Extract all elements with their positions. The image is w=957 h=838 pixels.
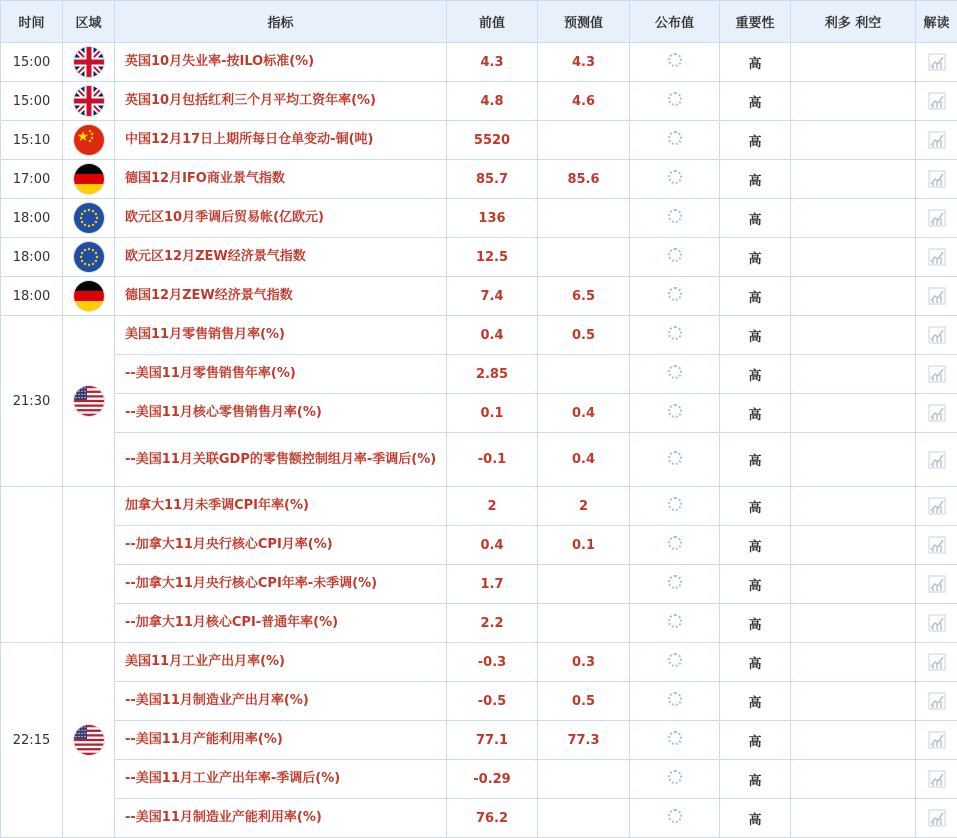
actual-value [630,433,720,487]
actual-value [630,526,720,565]
loading-spinner-icon [668,53,682,67]
impact-cell [791,160,916,199]
time-cell: 15:00 [1,82,63,121]
loading-spinner-icon [668,451,682,465]
germany-flag-icon [74,281,104,311]
analysis-cell [916,394,957,433]
line-chart-icon[interactable] [928,365,946,383]
actual-value [630,82,720,121]
table-row [1,526,957,565]
actual-value [630,721,720,760]
indicator-link[interactable]: 德国12月ZEW经济景气指数 [115,277,447,316]
header-region: 区域 [63,1,115,43]
importance-value: 高 [720,199,791,238]
forecast-value: 6.5 [538,277,630,316]
actual-value [630,121,720,160]
indicator-link[interactable]: --美国11月制造业产能利用率(%) [115,799,447,838]
line-chart-icon[interactable] [928,404,946,422]
table-row [1,43,957,82]
loading-spinner-icon [668,770,682,784]
actual-value [630,160,720,199]
impact-cell [791,604,916,643]
region-cell [63,238,115,277]
indicator-link[interactable]: --加拿大11月央行核心CPI年率-未季调(%) [115,565,447,604]
china-flag-icon [74,125,104,155]
loading-spinner-icon [668,653,682,667]
analysis-cell [916,682,957,721]
region-cell [63,316,115,487]
actual-value [630,43,720,82]
analysis-cell [916,565,957,604]
analysis-cell [916,526,957,565]
previous-value: 0.4 [447,526,538,565]
previous-value: 0.1 [447,394,538,433]
line-chart-icon[interactable] [928,497,946,515]
indicator-link[interactable]: 英国10月包括红利三个月平均工资年率(%) [115,82,447,121]
analysis-cell [916,160,957,199]
analysis-cell [916,799,957,838]
loading-spinner-icon [668,404,682,418]
line-chart-icon[interactable] [928,770,946,788]
impact-cell [791,760,916,799]
time-cell: 18:00 [1,199,63,238]
loading-spinner-icon [668,248,682,262]
impact-cell [791,643,916,682]
actual-value [630,199,720,238]
line-chart-icon[interactable] [928,92,946,110]
actual-value [630,760,720,799]
analysis-cell [916,760,957,799]
table-row [1,760,957,799]
analysis-cell [916,487,957,526]
previous-value: 1.7 [447,565,538,604]
actual-value [630,682,720,721]
time-cell: 18:00 [1,277,63,316]
analysis-cell [916,643,957,682]
line-chart-icon[interactable] [928,170,946,188]
table-header [1,1,957,43]
actual-value [630,316,720,355]
analysis-cell [916,277,957,316]
table-row [1,160,957,199]
actual-value [630,565,720,604]
impact-cell [791,121,916,160]
forecast-value: 77.3 [538,721,630,760]
actual-value [630,643,720,682]
importance-value: 高 [720,643,791,682]
time-cell: 17:00 [1,160,63,199]
previous-value: -0.5 [447,682,538,721]
impact-cell [791,82,916,121]
previous-value: 2 [447,487,538,526]
previous-value: 76.2 [447,799,538,838]
germany-flag-icon [74,164,104,194]
forecast-value [538,355,630,394]
forecast-value: 0.4 [538,394,630,433]
table-row [1,199,957,238]
forecast-value: 0.4 [538,433,630,487]
header-actual: 公布值 [630,1,720,43]
analysis-cell [916,199,957,238]
indicator-link[interactable]: --美国11月核心零售销售月率(%) [115,394,447,433]
region-cell [63,43,115,82]
importance-value: 高 [720,355,791,394]
forecast-value [538,199,630,238]
line-chart-icon[interactable] [928,614,946,632]
table-row [1,82,957,121]
eu-flag-icon [74,203,104,233]
indicator-link[interactable]: 美国11月工业产出月率(%) [115,643,447,682]
line-chart-icon[interactable] [928,575,946,593]
loading-spinner-icon [668,809,682,823]
header-importance: 重要性 [720,1,791,43]
indicator-link[interactable]: 英国10月失业率-按ILO标准(%) [115,43,447,82]
eu-flag-icon [74,242,104,272]
importance-value: 高 [720,433,791,487]
actual-value [630,277,720,316]
importance-value: 高 [720,43,791,82]
importance-value: 高 [720,721,791,760]
line-chart-icon[interactable] [928,131,946,149]
region-cell [63,277,115,316]
impact-cell [791,355,916,394]
indicator-link[interactable]: --美国11月关联GDP的零售额控制组月率-季调后(%) [115,433,447,487]
importance-value: 高 [720,760,791,799]
analysis-cell [916,433,957,487]
importance-value: 高 [720,82,791,121]
region-cell [63,199,115,238]
header-time: 时间 [1,1,63,43]
loading-spinner-icon [668,692,682,706]
actual-value [630,799,720,838]
previous-value: 0.4 [447,316,538,355]
importance-value: 高 [720,160,791,199]
indicator-link[interactable]: --美国11月工业产出年率-季调后(%) [115,760,447,799]
indicator-link[interactable]: --美国11月制造业产出月率(%) [115,682,447,721]
previous-value: -0.3 [447,643,538,682]
indicator-link[interactable]: --加拿大11月央行核心CPI月率(%) [115,526,447,565]
actual-value [630,355,720,394]
header-analysis: 解读 [916,1,957,43]
previous-value: 85.7 [447,160,538,199]
indicator-link[interactable]: --加拿大11月核心CPI-普通年率(%) [115,604,447,643]
time-cell: 15:00 [1,43,63,82]
forecast-value [538,760,630,799]
table-row [1,121,957,160]
line-chart-icon[interactable] [928,53,946,71]
actual-value [630,394,720,433]
table-row [1,799,957,838]
header-previous: 前值 [447,1,538,43]
table-row [1,565,957,604]
table-row [1,355,957,394]
loading-spinner-icon [668,92,682,106]
line-chart-icon[interactable] [928,451,946,469]
importance-value: 高 [720,394,791,433]
forecast-value [538,604,630,643]
forecast-value: 0.5 [538,682,630,721]
indicator-link[interactable]: --美国11月零售销售年率(%) [115,355,447,394]
analysis-cell [916,238,957,277]
table-row [1,721,957,760]
forecast-value [538,238,630,277]
time-cell: 15:10 [1,121,63,160]
previous-value: -0.29 [447,760,538,799]
previous-value: 7.4 [447,277,538,316]
loading-spinner-icon [668,131,682,145]
analysis-cell [916,43,957,82]
forecast-value: 4.3 [538,43,630,82]
importance-value: 高 [720,316,791,355]
header-forecast: 预测值 [538,1,630,43]
previous-value: 4.3 [447,43,538,82]
table-row [1,238,957,277]
previous-value: -0.1 [447,433,538,487]
uk-flag-icon [74,86,104,116]
forecast-value: 0.3 [538,643,630,682]
time-cell: 21:30 [1,316,63,487]
previous-value: 4.8 [447,82,538,121]
previous-value: 12.5 [447,238,538,277]
line-chart-icon[interactable] [928,809,946,827]
importance-value: 高 [720,565,791,604]
line-chart-icon[interactable] [928,287,946,305]
forecast-value [538,565,630,604]
analysis-cell [916,316,957,355]
impact-cell [791,487,916,526]
time-cell: 18:00 [1,238,63,277]
region-cell [63,82,115,121]
us-flag-icon [74,725,104,755]
region-cell [63,487,115,643]
forecast-value [538,799,630,838]
impact-cell [791,433,916,487]
header-impact: 利多 利空 [791,1,916,43]
indicator-link[interactable]: 欧元区12月ZEW经济景气指数 [115,238,447,277]
time-cell [1,487,63,643]
importance-value: 高 [720,682,791,721]
table-row [1,682,957,721]
importance-value: 高 [720,277,791,316]
table-row [1,643,957,682]
impact-cell [791,526,916,565]
line-chart-icon[interactable] [928,731,946,749]
indicator-link[interactable]: 欧元区10月季调后贸易帐(亿欧元) [115,199,447,238]
loading-spinner-icon [668,575,682,589]
line-chart-icon[interactable] [928,653,946,671]
indicator-link[interactable]: --美国11月产能利用率(%) [115,721,447,760]
line-chart-icon[interactable] [928,692,946,710]
actual-value [630,604,720,643]
loading-spinner-icon [668,365,682,379]
analysis-cell [916,721,957,760]
table-row [1,316,957,355]
importance-value: 高 [720,121,791,160]
analysis-cell [916,82,957,121]
impact-cell [791,238,916,277]
forecast-value: 85.6 [538,160,630,199]
region-cell [63,121,115,160]
indicator-link[interactable]: 加拿大11月未季调CPI年率(%) [115,487,447,526]
actual-value [630,487,720,526]
previous-value: 2.85 [447,355,538,394]
us-flag-icon [74,386,104,416]
actual-value [630,238,720,277]
impact-cell [791,799,916,838]
importance-value: 高 [720,604,791,643]
line-chart-icon[interactable] [928,326,946,344]
region-cell [63,643,115,838]
importance-value: 高 [720,238,791,277]
impact-cell [791,199,916,238]
impact-cell [791,277,916,316]
forecast-value: 0.5 [538,316,630,355]
indicator-link[interactable]: 中国12月17日上期所每日仓单变动-铜(吨) [115,121,447,160]
loading-spinner-icon [668,731,682,745]
impact-cell [791,316,916,355]
previous-value: 2.2 [447,604,538,643]
analysis-cell [916,355,957,394]
loading-spinner-icon [668,614,682,628]
forecast-value [538,121,630,160]
analysis-cell [916,121,957,160]
previous-value: 136 [447,199,538,238]
table-row [1,487,957,526]
importance-value: 高 [720,526,791,565]
indicator-link[interactable]: 德国12月IFO商业景气指数 [115,160,447,199]
impact-cell [791,682,916,721]
loading-spinner-icon [668,497,682,511]
analysis-cell [916,604,957,643]
region-cell [63,160,115,199]
header-indicator: 指标 [115,1,447,43]
table-row [1,277,957,316]
table-row [1,433,957,487]
time-cell: 22:15 [1,643,63,838]
loading-spinner-icon [668,287,682,301]
forecast-value: 2 [538,487,630,526]
table-row [1,604,957,643]
forecast-value: 4.6 [538,82,630,121]
loading-spinner-icon [668,170,682,184]
line-chart-icon[interactable] [928,248,946,266]
importance-value: 高 [720,487,791,526]
uk-flag-icon [74,47,104,77]
previous-value: 5520 [447,121,538,160]
line-chart-icon[interactable] [928,536,946,554]
impact-cell [791,43,916,82]
loading-spinner-icon [668,536,682,550]
impact-cell [791,394,916,433]
table-row [1,394,957,433]
importance-value: 高 [720,799,791,838]
loading-spinner-icon [668,326,682,340]
impact-cell [791,565,916,604]
forecast-value: 0.1 [538,526,630,565]
line-chart-icon[interactable] [928,209,946,227]
indicator-link[interactable]: 美国11月零售销售月率(%) [115,316,447,355]
loading-spinner-icon [668,209,682,223]
impact-cell [791,721,916,760]
previous-value: 77.1 [447,721,538,760]
